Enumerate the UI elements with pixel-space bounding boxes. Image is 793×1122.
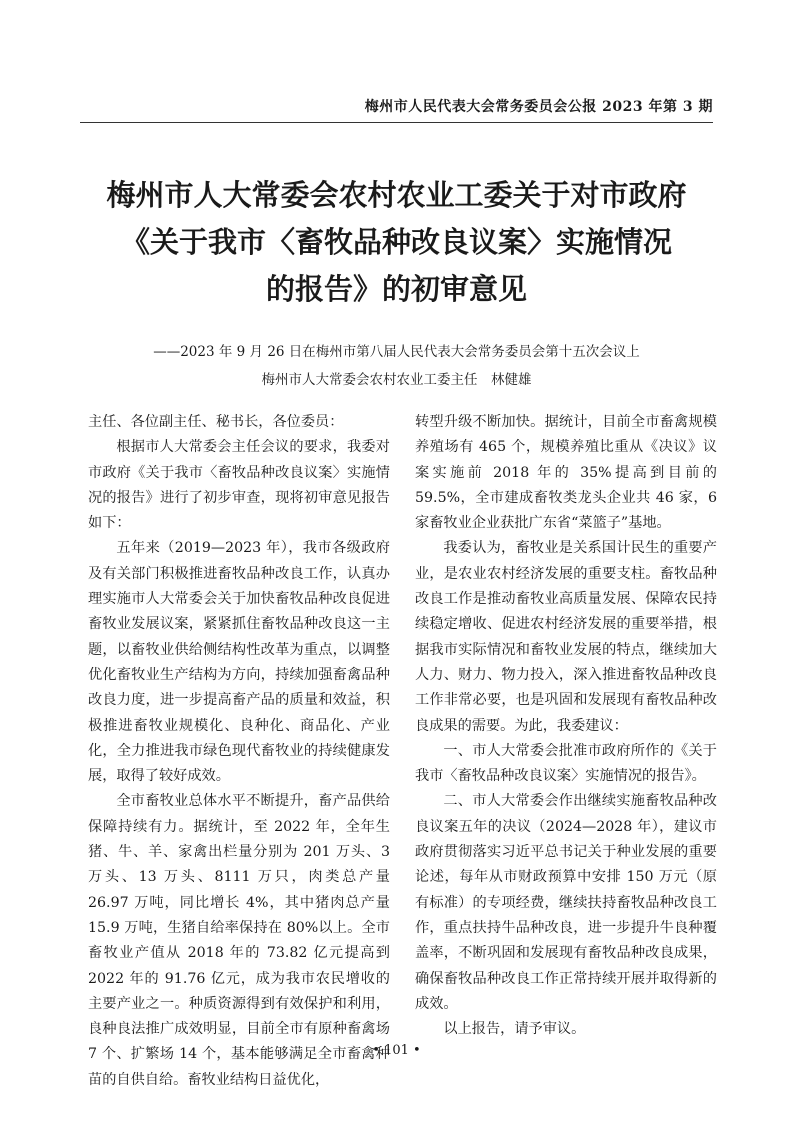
header-divider: [80, 122, 713, 123]
journal-header: 梅州市人民代表大会常务委员会公报 2023 年第 3 期: [364, 99, 713, 115]
paragraph: 根据市人大常委会主任会议的要求，我委对市政府《关于我市〈畜牧品种改良议案〉实施情况的报告》进行了初步审查，现将初审意见报告如下：: [88, 439, 390, 532]
closing-line: 以上报告，请予审议。: [443, 1021, 586, 1038]
paragraph: 全市畜牧业总体水平不断提升，畜产品供给保障持续有力。据统计，至 2022 年，全年生猪、牛、羊、家禽出栏量分别为 201 万头、3 万头、13 万头、8111 万只，肉类总产量 26.97 万吨，同比增长 4%，其中猪肉总产量 15.9 万吨，生猪自给率保持在 80%以上。全市畜牧业产值从 2018 年的 73.82 亿元提高到 2022 年的 91.76 亿元，成为我市农民增收的主要产业之一。种质资源得到有效保护和利用，良种良法推广成效明显，目前全市有原种畜禽场 7 个、扩繁场 14 个，基本能够满足全市畜禽种苗的自供自给。畜牧业结构日益优化，: [88, 793, 390, 1088]
title-line-1: 梅州市人大常委会农村农业工委关于对市政府: [106, 178, 687, 212]
document-title: [80, 172, 713, 313]
page-number: • 101 •: [372, 1043, 421, 1058]
salutation: 主任、各位副主任、秘书长，各位委员：: [88, 414, 344, 430]
meeting-info: ——2023 年 9 月 26 日在梅州市第八届人民代表大会常务委员会第十五次会议上: [153, 344, 640, 360]
speaker-info: 梅州市人大常委会农村农业工委主任 林健雄: [261, 372, 532, 388]
document-subtitle: [80, 338, 713, 394]
title-line-3: 的报告》的初审意见: [265, 272, 527, 306]
paragraph: 我委认为，畜牧业是关系国计民生的重要产业，是农业农村经济发展的重要支柱。畜牧品种改良工作是推动畜牧业高质量发展、保障农民持续稳定增收、促进农村经济发展的重要举措，根据我市实际情况和畜牧业发展的特点，继续加大人力、财力、物力投入，深入推进畜牧品种改良工作非常必要，也是巩固和发展现有畜牧品种改良成果的需要。为此，我委建议：: [415, 540, 717, 734]
paragraph: 五年来（2019—2023 年），我市各级政府及有关部门积极推进畜牧品种改良工作，认真办理实施市人大常委会关于加快畜牧品种改良促进畜牧业发展议案，紧紧抓住畜牧品种改良这一主题，以畜牧业供给侧结构性改革为重点，以调整优化畜牧业生产结构为方向，持续加强畜禽品种改良力度，进一步提高畜产品的质量和效益，积极推进畜牧业规模化、良种化、商品化、产业化，全力推进我市绿色现代畜牧业的持续健康发展，取得了较好成效。: [88, 540, 390, 785]
body-column-left: [88, 410, 390, 1093]
body-column-right: [415, 410, 717, 1042]
paragraph-continued: 转型升级不断加快。据统计，目前全市畜禽规模养殖场有 465 个，规模养殖比重从《决议》议案实施前 2018 年的 35%提高到目前的 59.5%，全市建成畜牧类龙头企业共 46 家，6 家畜牧业企业获批广东省“菜篮子”基地。: [415, 414, 717, 532]
paragraph: 一、市人大常委会批准市政府所作的《关于我市〈畜牧品种改良议案〉实施情况的报告》。: [415, 742, 717, 785]
paragraph: 二、市人大常委会作出继续实施畜牧品种改良议案五年的决议（2024—2028 年），建议市政府贯彻落实习近平总书记关于种业发展的重要论述，每年从市财政预算中安排 150 万元（原有标准）的专项经费，继续扶持畜牧品种改良工作，重点扶持牛品种改良，进一步提升牛良种覆盖率，不断巩固和发展现有畜牧品种改良成果，确保畜牧品种改良工作正常持续开展并取得新的成效。: [415, 793, 717, 1012]
title-line-2: 《关于我市〈畜牧品种改良议案〉实施情况: [120, 225, 672, 259]
